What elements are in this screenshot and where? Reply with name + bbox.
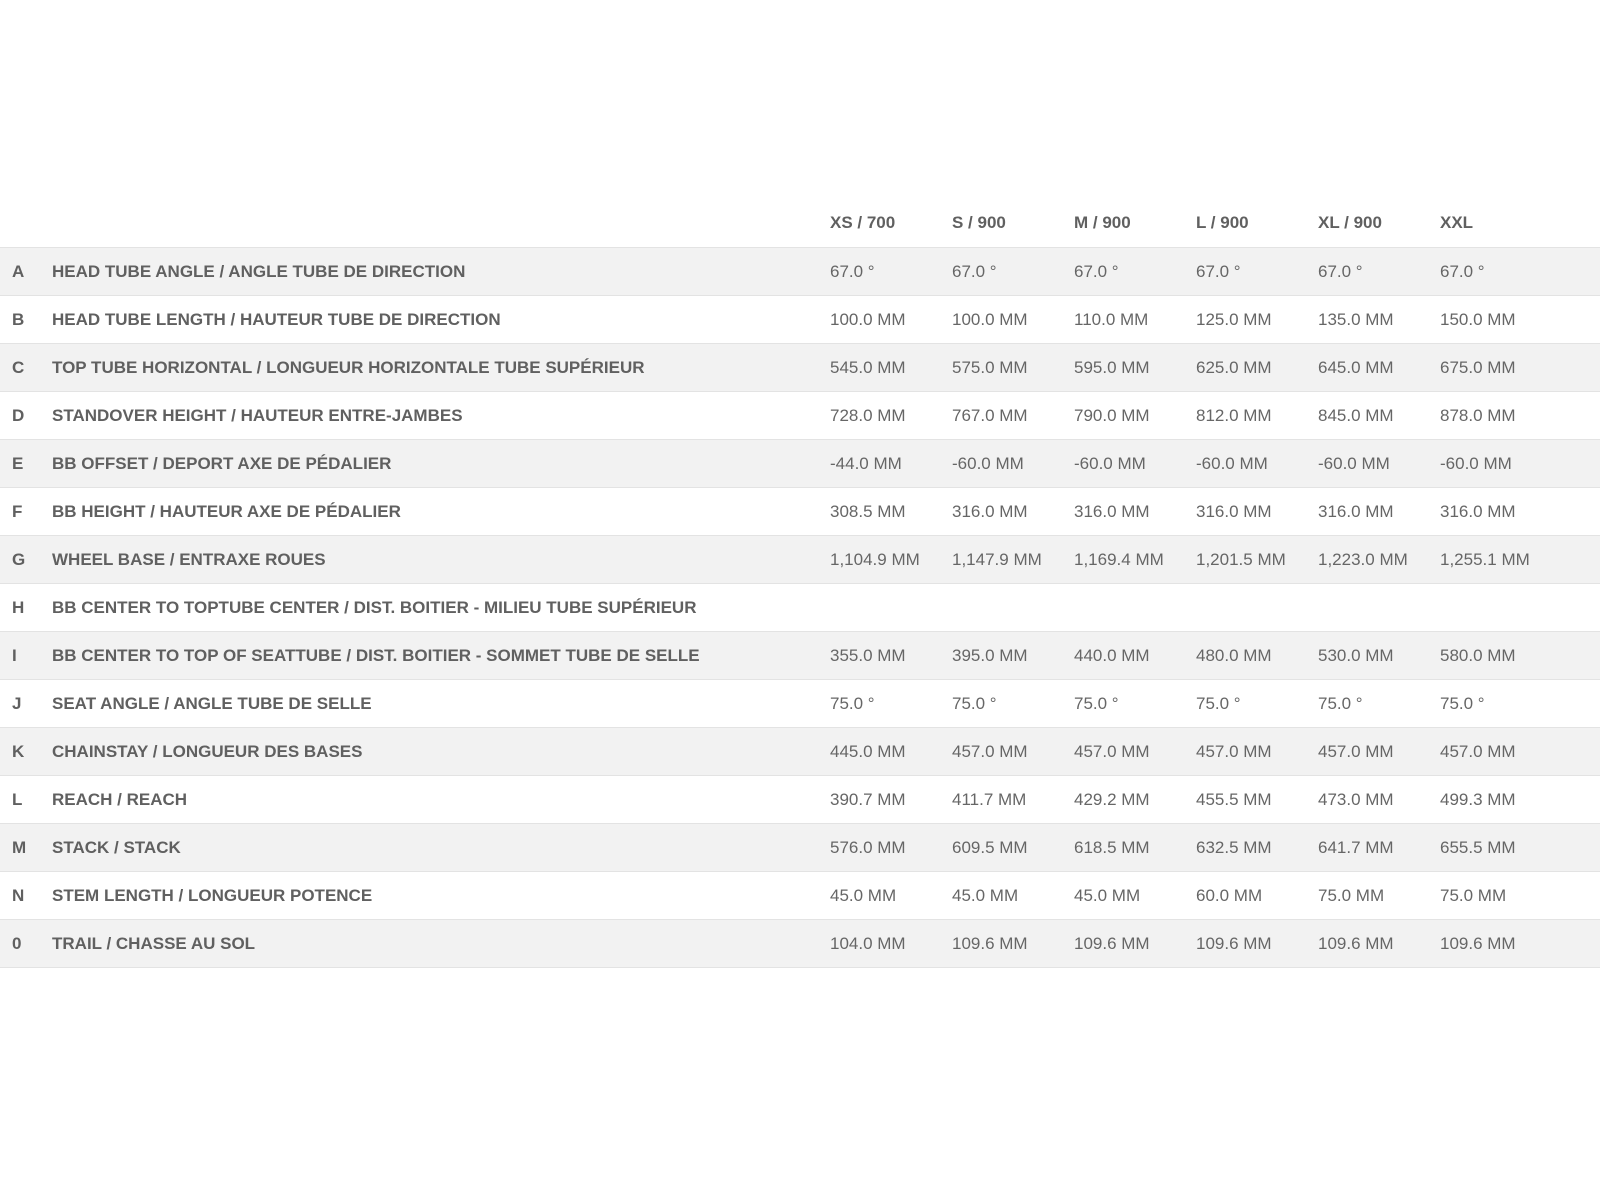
row-letter: B bbox=[12, 310, 25, 329]
row-value: 675.0 MM bbox=[1440, 358, 1516, 377]
row-letter: C bbox=[12, 358, 25, 377]
row-value: 595.0 MM bbox=[1074, 358, 1150, 377]
row-value: 641.7 MM bbox=[1318, 838, 1394, 857]
row-label: TOP TUBE HORIZONTAL / LONGUEUR HORIZONTALE TUBE SUPÉRIEUR bbox=[52, 358, 645, 377]
row-label: CHAINSTAY / LONGUEUR DES BASES bbox=[52, 742, 363, 761]
table-row bbox=[0, 583, 1600, 631]
row-value: 67.0 ° bbox=[1196, 262, 1241, 281]
row-value: 316.0 MM bbox=[1196, 502, 1272, 521]
row-label: REACH / REACH bbox=[52, 790, 188, 809]
row-label: WHEEL BASE / ENTRAXE ROUES bbox=[52, 550, 326, 569]
row-value: 1,104.9 MM bbox=[830, 550, 920, 569]
row-letter: A bbox=[12, 262, 25, 281]
row-value: -44.0 MM bbox=[830, 454, 902, 473]
row-value: 655.5 MM bbox=[1440, 838, 1516, 857]
row-value: 455.5 MM bbox=[1196, 790, 1272, 809]
row-value: 67.0 ° bbox=[830, 262, 875, 281]
table-row bbox=[0, 631, 1600, 679]
row-value: 429.2 MM bbox=[1074, 790, 1150, 809]
row-value: 100.0 MM bbox=[952, 310, 1028, 329]
row-letter: L bbox=[12, 790, 23, 809]
row-value: 530.0 MM bbox=[1318, 646, 1394, 665]
row-label: HEAD TUBE ANGLE / ANGLE TUBE DE DIRECTION bbox=[52, 262, 466, 281]
table-row bbox=[0, 439, 1600, 487]
column-header-m: M / 900 bbox=[1074, 213, 1131, 232]
row-value: 67.0 ° bbox=[952, 262, 997, 281]
row-letter: H bbox=[12, 598, 25, 617]
row-value: 812.0 MM bbox=[1196, 406, 1272, 425]
row-value: 1,169.4 MM bbox=[1074, 550, 1164, 569]
row-value: 110.0 MM bbox=[1074, 310, 1149, 329]
table-body bbox=[0, 247, 1600, 967]
table-row bbox=[0, 535, 1600, 583]
row-value: 75.0 ° bbox=[1196, 694, 1241, 713]
row-letter: M bbox=[12, 838, 27, 857]
row-value: 316.0 MM bbox=[952, 502, 1028, 521]
row-value: 67.0 ° bbox=[1440, 262, 1485, 281]
row-value: 499.3 MM bbox=[1440, 790, 1516, 809]
row-value: 135.0 MM bbox=[1318, 310, 1394, 329]
row-value: -60.0 MM bbox=[1440, 454, 1512, 473]
row-letter: F bbox=[12, 502, 23, 521]
row-value: 109.6 MM bbox=[1440, 934, 1516, 953]
row-value: -60.0 MM bbox=[952, 454, 1024, 473]
row-value: 545.0 MM bbox=[830, 358, 906, 377]
row-value: 75.0 ° bbox=[952, 694, 997, 713]
row-value: 45.0 MM bbox=[952, 886, 1019, 905]
row-value: 457.0 MM bbox=[952, 742, 1028, 761]
column-header-l: L / 900 bbox=[1196, 213, 1249, 232]
row-label: STANDOVER HEIGHT / HAUTEUR ENTRE-JAMBES bbox=[52, 406, 463, 425]
row-label: BB HEIGHT / HAUTEUR AXE DE PÉDALIER bbox=[52, 502, 401, 521]
row-value: 878.0 MM bbox=[1440, 406, 1516, 425]
row-letter: D bbox=[12, 406, 25, 425]
row-letter: E bbox=[12, 454, 24, 473]
row-value: 316.0 MM bbox=[1440, 502, 1516, 521]
table-row bbox=[0, 247, 1600, 295]
row-value: 445.0 MM bbox=[830, 742, 906, 761]
row-value: 109.6 MM bbox=[1074, 934, 1150, 953]
row-letter: J bbox=[12, 694, 22, 713]
row-value: 395.0 MM bbox=[952, 646, 1028, 665]
table-row bbox=[0, 679, 1600, 727]
row-letter: N bbox=[12, 886, 25, 905]
row-value: 1,255.1 MM bbox=[1440, 550, 1530, 569]
row-label: STEM LENGTH / LONGUEUR POTENCE bbox=[52, 886, 373, 905]
row-value: 625.0 MM bbox=[1196, 358, 1272, 377]
row-value: 104.0 MM bbox=[830, 934, 906, 953]
row-value: 109.6 MM bbox=[952, 934, 1028, 953]
row-label: TRAIL / CHASSE AU SOL bbox=[52, 934, 256, 953]
row-value: 457.0 MM bbox=[1196, 742, 1272, 761]
row-letter: I bbox=[12, 646, 17, 665]
row-label: HEAD TUBE LENGTH / HAUTEUR TUBE DE DIRECTION bbox=[52, 310, 501, 329]
row-value: 75.0 ° bbox=[1318, 694, 1363, 713]
row-value: 125.0 MM bbox=[1196, 310, 1272, 329]
table-header-row bbox=[0, 199, 1600, 247]
row-value: 355.0 MM bbox=[830, 646, 906, 665]
row-value: 109.6 MM bbox=[1196, 934, 1272, 953]
row-value: 618.5 MM bbox=[1074, 838, 1150, 857]
row-value: 75.0 MM bbox=[1318, 886, 1385, 905]
row-value: 45.0 MM bbox=[1074, 886, 1141, 905]
row-value: 45.0 MM bbox=[830, 886, 897, 905]
row-value: 316.0 MM bbox=[1074, 502, 1150, 521]
row-value: 645.0 MM bbox=[1318, 358, 1394, 377]
row-value: 1,201.5 MM bbox=[1196, 550, 1286, 569]
column-header-xxl: XXL bbox=[1440, 213, 1474, 232]
row-value: 411.7 MM bbox=[952, 790, 1027, 809]
row-value: -60.0 MM bbox=[1074, 454, 1146, 473]
row-label: BB CENTER TO TOP OF SEATTUBE / DIST. BOITIER - SOMMET TUBE DE SELLE bbox=[52, 646, 700, 665]
row-value: 1,147.9 MM bbox=[952, 550, 1042, 569]
row-value: 75.0 ° bbox=[1074, 694, 1119, 713]
row-value: 480.0 MM bbox=[1196, 646, 1272, 665]
row-value: 790.0 MM bbox=[1074, 406, 1150, 425]
row-value: 576.0 MM bbox=[830, 838, 906, 857]
row-label: BB CENTER TO TOPTUBE CENTER / DIST. BOITIER - MILIEU TUBE SUPÉRIEUR bbox=[52, 598, 697, 617]
row-value: 75.0 ° bbox=[830, 694, 875, 713]
table-row bbox=[0, 919, 1600, 967]
row-value: 150.0 MM bbox=[1440, 310, 1516, 329]
row-value: 845.0 MM bbox=[1318, 406, 1394, 425]
row-value: 100.0 MM bbox=[830, 310, 906, 329]
row-value: 473.0 MM bbox=[1318, 790, 1394, 809]
table-row bbox=[0, 487, 1600, 535]
row-value: 580.0 MM bbox=[1440, 646, 1516, 665]
row-label: STACK / STACK bbox=[52, 838, 181, 857]
row-value: 109.6 MM bbox=[1318, 934, 1394, 953]
row-value: 316.0 MM bbox=[1318, 502, 1394, 521]
row-value: 632.5 MM bbox=[1196, 838, 1272, 857]
table-row bbox=[0, 775, 1600, 823]
row-value: 75.0 ° bbox=[1440, 694, 1485, 713]
row-value: -60.0 MM bbox=[1196, 454, 1268, 473]
column-header-xs: XS / 700 bbox=[830, 213, 896, 232]
row-value: 767.0 MM bbox=[952, 406, 1028, 425]
table-row bbox=[0, 727, 1600, 775]
table-row bbox=[0, 295, 1600, 343]
row-value: 575.0 MM bbox=[952, 358, 1028, 377]
column-header-xl: XL / 900 bbox=[1318, 213, 1382, 232]
row-value: 457.0 MM bbox=[1440, 742, 1516, 761]
row-value: 67.0 ° bbox=[1074, 262, 1119, 281]
row-letter: G bbox=[12, 550, 26, 569]
row-value: 457.0 MM bbox=[1074, 742, 1150, 761]
geometry-table bbox=[0, 199, 1600, 968]
table-row bbox=[0, 343, 1600, 391]
table-row bbox=[0, 823, 1600, 871]
row-value: 609.5 MM bbox=[952, 838, 1028, 857]
column-header-s: S / 900 bbox=[952, 213, 1006, 232]
table-row bbox=[0, 391, 1600, 439]
row-value: 60.0 MM bbox=[1196, 886, 1263, 905]
row-value: 308.5 MM bbox=[830, 502, 906, 521]
row-letter: 0 bbox=[12, 934, 22, 953]
row-value: 1,223.0 MM bbox=[1318, 550, 1408, 569]
table-row bbox=[0, 871, 1600, 919]
row-value: 728.0 MM bbox=[830, 406, 906, 425]
row-value: 67.0 ° bbox=[1318, 262, 1363, 281]
row-letter: K bbox=[12, 742, 25, 761]
row-value: 390.7 MM bbox=[830, 790, 906, 809]
row-label: SEAT ANGLE / ANGLE TUBE DE SELLE bbox=[52, 694, 372, 713]
row-value: 440.0 MM bbox=[1074, 646, 1150, 665]
row-value: 75.0 MM bbox=[1440, 886, 1507, 905]
row-value: -60.0 MM bbox=[1318, 454, 1390, 473]
row-value: 457.0 MM bbox=[1318, 742, 1394, 761]
row-label: BB OFFSET / DEPORT AXE DE PÉDALIER bbox=[52, 454, 392, 473]
